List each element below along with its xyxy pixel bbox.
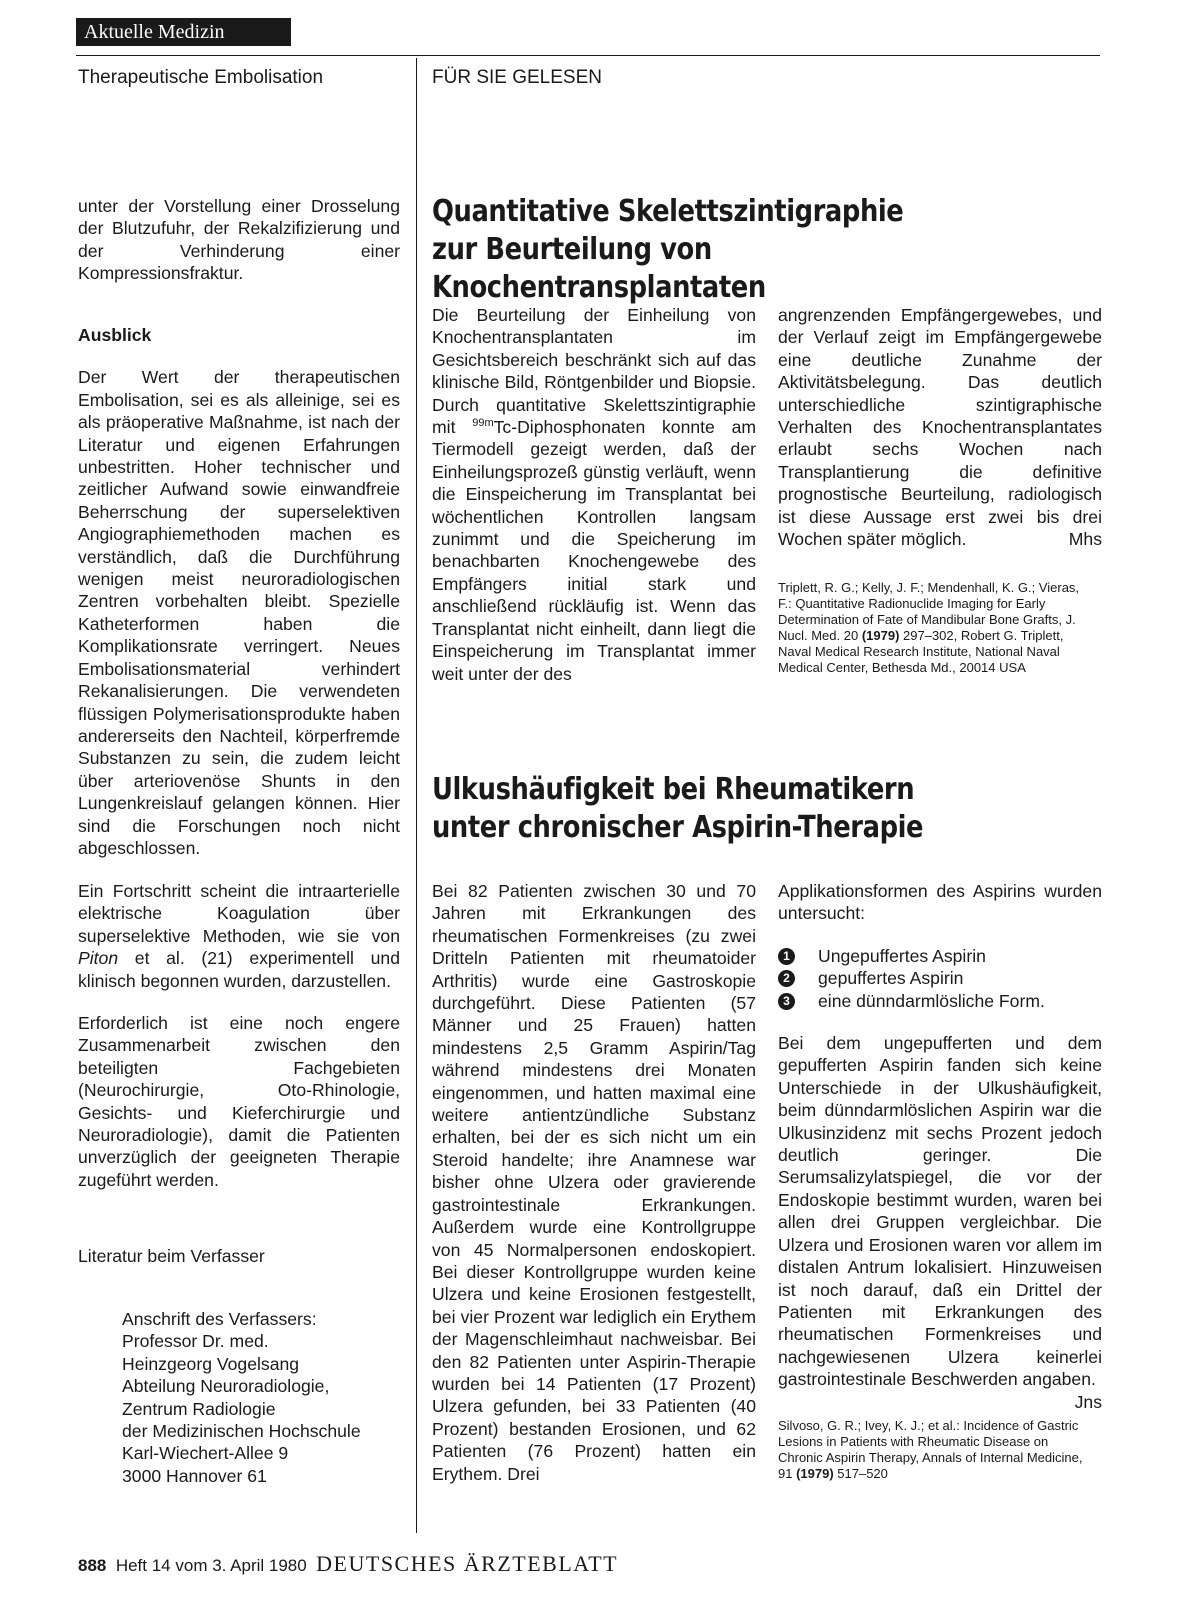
article1-title-line2: zur Beurteilung von Knochentransplantaten bbox=[432, 232, 766, 305]
left-column-main bbox=[78, 324, 400, 879]
list-item-text: Ungepuffertes Aspirin bbox=[818, 945, 986, 966]
column-divider bbox=[416, 58, 417, 1533]
article1-text-c: angrenzenden Empfängergewebes, und der Verlauf zeigt im Empfängergewebe eine deutliche Zunahme der Aktivitätsbelegung. Das deutlich unterschiedliche szintigraphische Verhalten des Knochentransplantates erlaubt sechs Wochen nach Transplantierung die definitive prognostische Beurteilung, radiologisch ist diese Aussage erst zwei bis drei Wochen später möglich. bbox=[778, 305, 1102, 550]
article2-ref-year: (1979) bbox=[796, 1466, 834, 1481]
list-item-text: gepuffertes Aspirin bbox=[818, 968, 964, 989]
article2-body-b bbox=[778, 1032, 1102, 1412]
aspirin-forms-list bbox=[778, 945, 1102, 1012]
page-number: 888 bbox=[78, 1556, 107, 1575]
rubric-label: Aktuelle Medizin bbox=[76, 18, 291, 46]
article2-signature: Jns bbox=[1074, 1391, 1102, 1412]
number-three-icon: 3 bbox=[778, 993, 795, 1010]
article1-column2 bbox=[432, 304, 756, 685]
article2-column2 bbox=[432, 880, 756, 1485]
left-section-title: Therapeutische Embolisation bbox=[78, 67, 324, 88]
article2-ref-a: Silvoso, G. R.; Ivey, K. J.; et al.: Incidence of Gastric Lesions in Patients with Rheumatic Disease on Chronic Aspirin Therapy, Annals of Internal Medicine, 91 bbox=[778, 1418, 1083, 1481]
p2-author: Piton bbox=[78, 948, 119, 969]
list-item bbox=[778, 990, 1102, 1012]
article1-body-a bbox=[432, 304, 756, 685]
left-column-top bbox=[78, 195, 400, 305]
page-footer bbox=[78, 1552, 618, 1578]
left-column-lower bbox=[78, 880, 400, 1211]
article1-ref-year: (1979) bbox=[861, 628, 900, 643]
article1-reference bbox=[778, 580, 1096, 676]
number-two-icon: 2 bbox=[778, 970, 795, 987]
article2-title bbox=[432, 771, 1017, 847]
address-line: 3000 Hannover 61 bbox=[122, 1465, 267, 1486]
article1-title bbox=[432, 193, 1017, 307]
left-paragraph-3: Erforderlich ist eine noch engere Zusammenarbeit zwischen den beteiligten Fachgebieten (Neurochirurgie, Oto-Rhinologie, Gesichts- und Kieferchirurgie und Neuroradiologie), damit die Patienten unverzüglich der geeigneten Therapie zugeführt werden. bbox=[78, 1013, 400, 1190]
journal-masthead: DEUTSCHES ÄRZTEBLATT bbox=[316, 1551, 619, 1576]
article2-title-line1: Ulkushäufigkeit bei Rheumatikern bbox=[432, 772, 915, 807]
address-line: der Medizinischen Hochschule bbox=[122, 1421, 361, 1442]
article2-text-c: Bei dem ungepufferten und dem gepufferten Aspirin fanden sich keine Unterschiede in der Ulkushäufigkeit, beim dünndarmlöslichen Aspirin war die Ulkusinzidenz mit sechs Prozent jedoch deutlich geringer. Die Serumsalizylatspiegel, die vor der Endoskopie bestimmt wurden, waren bei allen drei Gruppen vergleichbar. Die Ulzera und Erosionen waren vor allem im distalen Antrum lokalisiert. Hinzuweisen ist noch darauf, daß ein Drittel der Patienten mit Erkrankungen des rheumatischen Formenkreises und nachgewiesenen Ulzera keinerlei gastrointestinale Beschwerden angaben. bbox=[778, 1033, 1102, 1390]
left-paragraph-1: Der Wert der therapeutischen Embolisation, sei es als alleinige, sei es als präoperative Maßnahme, ist nach der Literatur und eigenen Erfahrungen unbestritten. Hoher technischer und zeitlicher Aufwand sowie einwandfreie Beherrschung der superselektiven Angiographiemethoden machen es verständlich, daß die Durchführung wenigen meist neuroradiologischen Zentren vorbehalten bleibt. Spezielle Katheterformen haben die Komplikationsrate verringert. Neues Embolisationsmaterial verhindert Rekanalisierungen. Die verwendeten flüssigen Polymerisationsprodukte haben andererseits den Nachteil, körperfremde Substanzen zu sein, die zudem leicht über arteriovenöse Shunts in den Lungenkreislauf gelangen können. Hier sind die Forschungen noch nicht abgeschlossen. bbox=[78, 367, 400, 858]
address-line: Anschrift des Verfassers: bbox=[122, 1309, 317, 1329]
article2-intro: Applikationsformen des Aspirins wurden untersucht: bbox=[778, 881, 1102, 924]
list-item-text: eine dünndarmlösliche Form. bbox=[818, 990, 1045, 1011]
article1-column3 bbox=[778, 304, 1102, 550]
issue-info: Heft 14 vom 3. April 1980 bbox=[115, 1556, 307, 1575]
article1-body-b bbox=[778, 304, 1102, 550]
number-one-icon: 1 bbox=[778, 948, 795, 965]
article1-signature: Mhs bbox=[1068, 529, 1102, 550]
article2-column3 bbox=[778, 880, 1102, 1413]
article1-text-a: Die Beurteilung der Einheilung von Knochentransplantaten im Gesichtsbereich beschränkt sich auf das klinische Bild, Röntgenbilder und Biopsie. Durch quantitative Skelettszintigraphie mit bbox=[432, 305, 756, 438]
left-paragraph-2 bbox=[78, 880, 400, 992]
article1-ref-b: 297–302, Robert G. Triplett, Naval Medical Research Institute, National Naval Medical Center, Bethesda Md., 20014 USA bbox=[778, 628, 1064, 675]
right-section-title: FÜR SIE GELESEN bbox=[432, 67, 602, 88]
address-line: Professor Dr. med. bbox=[122, 1331, 269, 1352]
list-item bbox=[778, 967, 1102, 989]
article1-text-b: Tc-Diphosphonaten konnte am Tiermodell gezeigt werden, daß der Einheilungsprozeß günstig verläuft, wenn die Einspeicherung im Transplantat bei wöchentlichen Kontrollen langsam zunimmt und die Speicherung im benachbarten Knochengewebe des Empfängers initial stark und anschließend rückläufig ist. Wenn das Transplantat nicht einheilt, dann liegt die Einspeicherung im Transplantat immer weit unter der des bbox=[432, 417, 757, 684]
address-line: Abteilung Neuroradiologie, bbox=[122, 1376, 330, 1397]
address-line: Heinzgeorg Vogelsang bbox=[122, 1353, 300, 1374]
address-line: Zentrum Radiologie bbox=[122, 1398, 276, 1419]
isotope-superscript: 99m bbox=[472, 417, 494, 430]
author-address bbox=[122, 1308, 412, 1487]
left-paragraph-0: unter der Vorstellung einer Drosselung der Blutzufuhr, der Rekalzifizierung und der Verhinderung einer Kompressionsfraktur. bbox=[78, 196, 400, 284]
article1-ref-a: Triplett, R. G.; Kelly, J. F.; Mendenhall, K. G.; Vieras, F.: Quantitative Radionuclide Imaging for Early Determination of Fate of Mandibular Bone Grafts, J. Nucl. Med. 20 bbox=[778, 580, 1080, 643]
literature-note: Literatur beim Verfasser bbox=[78, 1246, 265, 1266]
article2-reference bbox=[778, 1418, 1096, 1482]
header-rule bbox=[76, 55, 1100, 56]
address-line: Karl-Wiechert-Allee 9 bbox=[122, 1443, 289, 1464]
article2-title-line2: unter chronischer Aspirin-Therapie bbox=[432, 810, 924, 845]
subheading-ausblick: Ausblick bbox=[78, 325, 152, 345]
article2-ref-b: 517–520 bbox=[833, 1466, 888, 1481]
article2-body-a: Bei 82 Patienten zwischen 30 und 70 Jahren mit Erkrankungen des rheumatischen Formenkreises (zu zwei Dritteln Patienten mit rheumatoider Arthritis) wurde eine Gastroskopie durchgeführt. Diese Patienten (57 Männer und 25 Frauen) hatten mindestens 2,5 Gramm Aspirin/Tag während mindestens drei Monaten eingenommen, und hatten maximal eine weitere antientzündliche Substanz erhalten, bei der es sich nicht um ein Steroid handelte; ihre Anamnese war bisher ohne Ulzera oder gravierende gastrointestinale Erkrankungen. Außerdem wurde eine Kontrollgruppe von 45 Normalpersonen endoskopiert. Bei dieser Kontrollgruppe wurden keine Ulzera und keine Erosionen festgestellt, bei vier Prozent war lediglich ein Erythem der Magenschleimhaut nachweisbar. Bei den 82 Patienten unter Aspirin-Therapie wurden bei 14 Patienten (17 Prozent) Ulzera gefunden, bei 33 Patienten (40 Prozent) bestanden Erosionen, und 62 Patienten (76 Prozent) hatten ein Erythem. Drei bbox=[432, 881, 756, 1484]
list-item bbox=[778, 945, 1102, 967]
p2-before: Ein Fortschritt scheint die intraarterielle elektrische Koagulation über superselektive Methoden, wie sie von bbox=[78, 881, 400, 946]
p2-after: et al. (21) experimentell und klinisch begonnen wurden, darzustellen. bbox=[78, 948, 400, 991]
article1-title-line1: Quantitative Skelettszintigraphie bbox=[432, 194, 904, 229]
